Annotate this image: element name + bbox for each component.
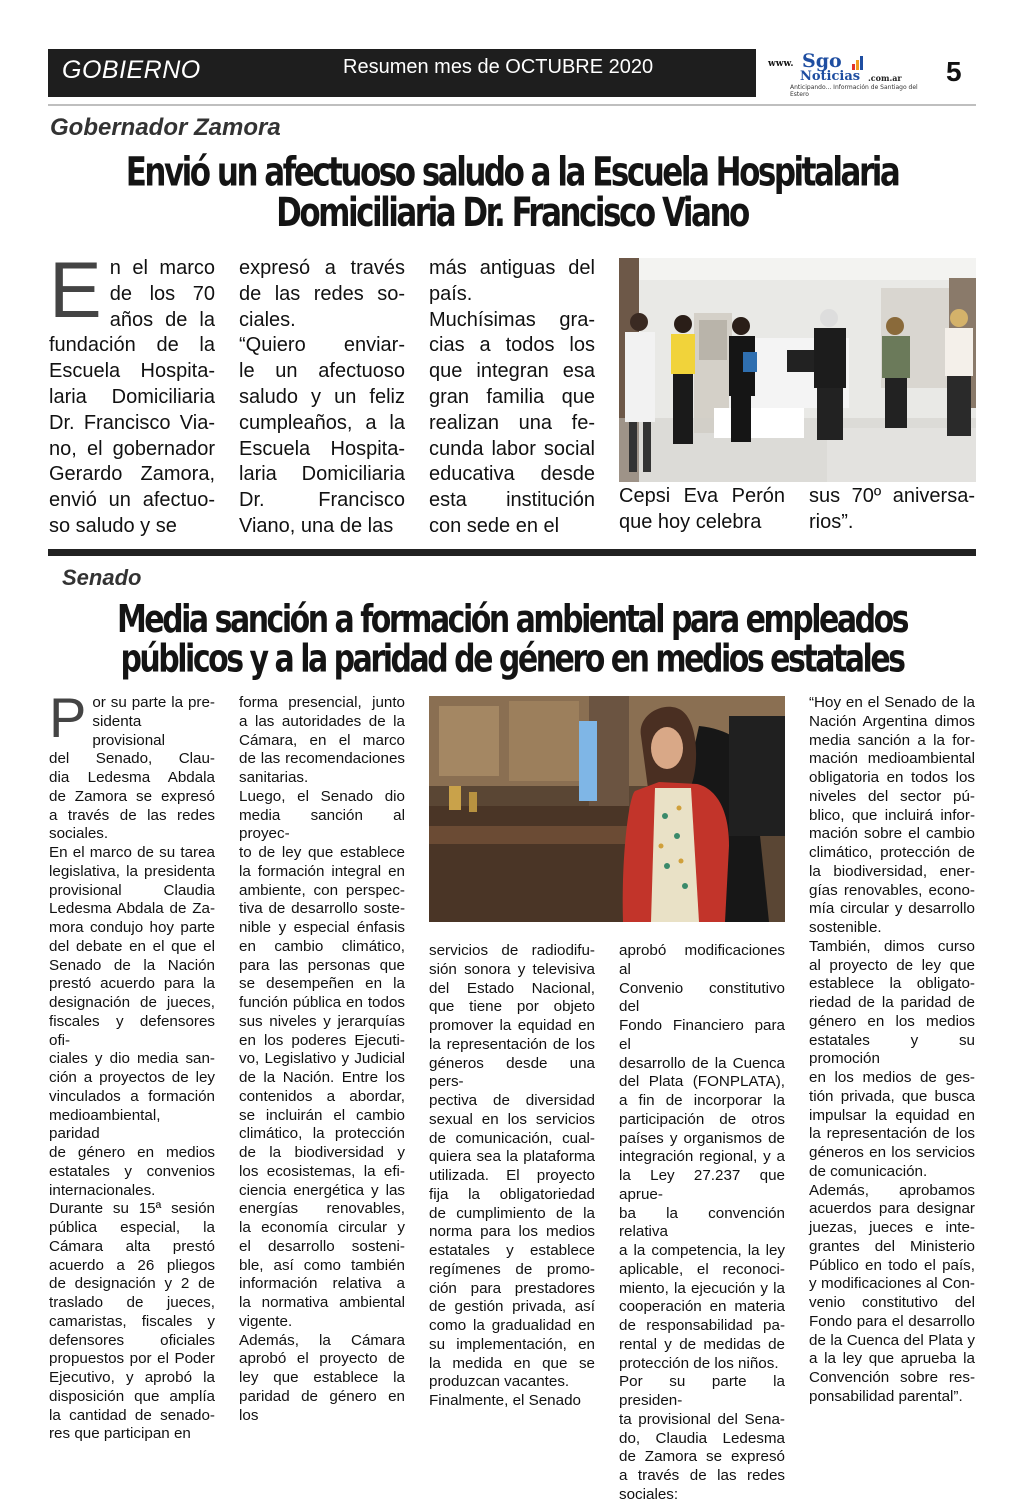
text-line: Por su parte la presiden- bbox=[619, 1373, 785, 1409]
text-line: Fondo Financiero para el bbox=[619, 1017, 785, 1053]
text-line: fundación de la bbox=[49, 334, 215, 357]
text-line: del debate en el que el bbox=[49, 937, 215, 955]
article2-column-2 bbox=[239, 694, 405, 1425]
text-line: protección de los niños. bbox=[619, 1354, 779, 1372]
text-line: de la Nación. Entre los bbox=[239, 1069, 405, 1086]
text-line: ble, así como también bbox=[239, 1256, 405, 1274]
text-line: la medida en que se bbox=[429, 1354, 595, 1372]
text-line: utilizada. El proyecto bbox=[429, 1167, 595, 1184]
text-line: Escuela Hospita- bbox=[239, 437, 405, 460]
text-line: quiera sea la plataforma bbox=[429, 1148, 595, 1166]
text-line: acuerdos para designar bbox=[809, 1200, 975, 1218]
text-line: ley que establece la bbox=[239, 1369, 405, 1386]
text-line: desarrollo de la Cuenca bbox=[619, 1054, 785, 1072]
text-line: legislativa, la presidenta bbox=[49, 862, 215, 880]
text-line: “Quiero enviar- bbox=[239, 334, 405, 357]
text-line: la normativa ambiental bbox=[239, 1294, 405, 1311]
governor-office-photo bbox=[619, 258, 976, 482]
text-line: de la biodiversidad y bbox=[239, 1144, 405, 1161]
text-line: de designación y 2 de bbox=[49, 1275, 215, 1293]
text-line: más antiguas del bbox=[429, 257, 595, 279]
text-line: del Senado, Clau- bbox=[49, 750, 215, 768]
text-line: sanitarias. bbox=[239, 769, 309, 786]
text-line: y modificaciones al Con- bbox=[809, 1275, 975, 1293]
text-line: fiscales y defensores ofi- bbox=[49, 1012, 215, 1049]
text-line: Ejecutivo, y aprobó la bbox=[49, 1369, 215, 1386]
text-line: fija la obligatoriedad bbox=[429, 1185, 595, 1203]
text-line: internacionales. bbox=[49, 1181, 156, 1199]
text-line: designación de jueces, bbox=[49, 994, 215, 1011]
text-line: vinculados a formación bbox=[49, 1087, 215, 1105]
text-line: rental y de medidas de bbox=[619, 1335, 785, 1353]
text-line: que tiene por objeto bbox=[429, 998, 595, 1016]
text-line: géneros en los servicios bbox=[809, 1144, 975, 1161]
text-line: de comunicación. bbox=[809, 1162, 928, 1180]
text-line: realizan una fe- bbox=[429, 411, 595, 434]
text-line: ciales. bbox=[239, 308, 296, 331]
text-line: integración regional, y a bbox=[619, 1148, 785, 1166]
text-line: En el marco de su tarea bbox=[49, 844, 215, 861]
text-line: estatales y su promoción bbox=[809, 1031, 975, 1068]
text-line: a las autoridades de la bbox=[239, 712, 405, 730]
text-line: niveles del sector pú- bbox=[809, 787, 975, 805]
logo-signal-icon bbox=[852, 52, 866, 68]
text-line: media sanción a la for- bbox=[809, 731, 975, 749]
text-line: la representación de los bbox=[809, 1125, 975, 1143]
text-line: mación medioambiental bbox=[809, 750, 975, 768]
text-line: información relativa a bbox=[239, 1275, 405, 1293]
text-line: Senado de la Nación bbox=[49, 956, 215, 974]
text-line: la biodiversidad, ener- bbox=[809, 862, 975, 880]
text-line: mía circular y desarrollo bbox=[809, 900, 975, 918]
text-line: de cumplimiento de la bbox=[429, 1204, 595, 1222]
text-line: Viano, una de las bbox=[239, 514, 394, 537]
text-line: a través de las redes bbox=[619, 1467, 785, 1484]
article1-headline-line2: Domiciliaria Dr. Francisco Viano bbox=[276, 190, 748, 237]
text-line: Finalmente, el Senado bbox=[429, 1392, 581, 1409]
text-line: disposición que amplía bbox=[49, 1387, 215, 1405]
text-line: ción a proyectos de ley bbox=[49, 1069, 215, 1086]
text-line: la Ley 27.237 que aprue- bbox=[619, 1167, 785, 1203]
text-line: del Estado Nacional, bbox=[429, 979, 595, 997]
text-line: en los poderes Ejecuti- bbox=[239, 1031, 405, 1049]
senate-president-photo bbox=[429, 696, 785, 922]
text-line: to de ley que establece bbox=[239, 844, 405, 861]
text-line: de responsabilidad pa- bbox=[619, 1317, 785, 1334]
text-line: blico, que incluirá infor- bbox=[809, 806, 975, 824]
text-line: a la competencia, la ley bbox=[619, 1242, 785, 1259]
text-line: nible y especial énfasis bbox=[239, 919, 405, 936]
text-line: de Zamora se expresó bbox=[619, 1448, 785, 1466]
text-line: Dr. Francisco bbox=[239, 489, 405, 512]
text-line: mación sobre el cambio bbox=[809, 825, 975, 843]
text-line: envió un afectuo- bbox=[49, 489, 215, 512]
text-line: regímenes de promo- bbox=[429, 1260, 595, 1278]
text-line: forma presencial, junto bbox=[239, 694, 405, 711]
text-line: media sanción al proyec- bbox=[239, 806, 405, 843]
article2-headline-line2: públicos y a la paridad de género en medios estatales bbox=[120, 637, 904, 682]
text-line: laria Domiciliaria bbox=[239, 463, 405, 486]
article-divider bbox=[48, 549, 976, 556]
text-line: sexual en los servicios bbox=[429, 1110, 595, 1128]
text-line: obligatoria en todos los bbox=[809, 769, 975, 786]
logo-noticias: Noticias bbox=[800, 69, 861, 84]
text-line: medioambiental, paridad bbox=[49, 1106, 161, 1143]
text-line: res que participan en bbox=[49, 1425, 191, 1443]
text-line: Convención sobre res- bbox=[809, 1369, 975, 1386]
text-line: sostenible. bbox=[809, 919, 882, 936]
text-line: de gestión privada, así bbox=[429, 1298, 595, 1316]
text-line: so saludo y se bbox=[49, 514, 177, 537]
article1-column-5 bbox=[809, 484, 975, 536]
article2-col1-text bbox=[49, 686, 215, 1444]
article2-column-5 bbox=[809, 694, 975, 1407]
text-line: a través de las redes bbox=[49, 806, 215, 824]
text-line: miento, la ejecución y la bbox=[619, 1279, 785, 1297]
text-line: participación de otros bbox=[619, 1110, 785, 1128]
article2-headline-line1: Media sanción a formación ambiental para empleados bbox=[116, 597, 908, 643]
text-line: de las redes so- bbox=[239, 282, 405, 305]
text-line: tiva de desarrollo soste- bbox=[239, 900, 405, 918]
text-line: pública especial, la bbox=[49, 1219, 215, 1236]
text-line: de los 70 bbox=[109, 282, 215, 305]
text-line: laria Domiciliaria bbox=[49, 385, 215, 408]
text-line: ciales y dio media san- bbox=[49, 1050, 215, 1068]
text-line: con sede en el bbox=[429, 514, 560, 537]
text-line: Nación Argentina dimos bbox=[809, 712, 975, 730]
sgo-noticias-logo[interactable] bbox=[768, 50, 936, 98]
text-line: a fin de incorporar la bbox=[619, 1092, 785, 1109]
text-line: or su parte la pre- bbox=[92, 694, 215, 711]
text-line: la formación integral en bbox=[239, 862, 405, 880]
text-line: el desarrollo sosteni- bbox=[239, 1237, 405, 1255]
text-line: país. bbox=[429, 282, 473, 305]
text-line: Durante su 15ª sesión bbox=[49, 1200, 215, 1218]
article1-column-4 bbox=[619, 484, 785, 536]
text-line: géneros desde una pers- bbox=[429, 1054, 595, 1091]
text-line: sociales. bbox=[49, 825, 109, 843]
text-line: sidenta provisional bbox=[92, 712, 165, 749]
article2-dropcap: P bbox=[49, 686, 87, 749]
article2-column-4 bbox=[619, 942, 785, 1505]
article2-headline bbox=[48, 597, 976, 682]
text-line: aplicable, el reconoci- bbox=[619, 1260, 785, 1278]
text-line: de comunicación, cual- bbox=[429, 1129, 595, 1147]
text-line: la cantidad de senado- bbox=[49, 1406, 215, 1424]
text-line: sión sonora y televisiva bbox=[429, 960, 595, 978]
text-line: se incluirán el cambio bbox=[239, 1106, 405, 1124]
text-line: paridad de género en los bbox=[239, 1387, 405, 1424]
text-line: cunda labor social bbox=[429, 437, 595, 460]
logo-sgo: Sgo bbox=[802, 50, 842, 72]
text-line: años de la bbox=[109, 308, 215, 331]
text-line: que hoy celebra bbox=[619, 510, 762, 533]
text-line: camaristas, fiscales y bbox=[49, 1312, 215, 1330]
article1-kicker: Gobernador Zamora bbox=[50, 114, 281, 141]
text-line: energías renovables, bbox=[239, 1200, 405, 1218]
text-line: venio constitutivo del bbox=[809, 1294, 975, 1311]
text-line: juezas, jueces e inte- bbox=[809, 1219, 975, 1236]
text-line: ta provisional del Sena- bbox=[619, 1410, 785, 1428]
text-line: sus niveles y jerarquías bbox=[239, 1012, 405, 1030]
text-line: mora condujo hoy parte bbox=[49, 919, 215, 936]
text-line: ción para prestadores bbox=[429, 1279, 595, 1297]
text-line: como la gradualidad en bbox=[429, 1317, 595, 1334]
text-line: “Hoy en el Senado de la bbox=[809, 694, 975, 711]
text-line: climático, protección de bbox=[809, 844, 975, 861]
text-line: en cambio climático, bbox=[239, 937, 405, 955]
text-line: propuestos por el Poder bbox=[49, 1350, 215, 1368]
text-line: traslado de jueces, bbox=[49, 1294, 215, 1311]
senate-president-photo-drawing bbox=[429, 696, 785, 922]
text-line: educativa desde bbox=[429, 463, 595, 486]
text-line: También, dimos curso bbox=[809, 937, 975, 955]
text-line: en los medios de ges- bbox=[809, 1069, 975, 1086]
text-line: función pública en todos bbox=[239, 994, 405, 1011]
text-line: se desempeñen en la bbox=[239, 975, 405, 993]
text-line: Dr. Francisco Via- bbox=[49, 411, 215, 434]
text-line: norma para los medios bbox=[429, 1223, 595, 1241]
text-line: sus 70º aniversa- bbox=[809, 485, 975, 507]
logo-www: www. bbox=[768, 59, 794, 69]
text-line: Convenio constitutivo del bbox=[619, 979, 785, 1016]
header-divider bbox=[48, 104, 976, 106]
text-line: Cepsi Eva Perón bbox=[619, 485, 785, 507]
text-line: climático, la protección bbox=[239, 1125, 405, 1143]
text-line: expresó a través bbox=[239, 257, 405, 279]
text-line: dia Ledesma Abdala bbox=[49, 769, 215, 786]
text-line: Ledesma Abdala de Za- bbox=[49, 900, 215, 918]
text-line: para las personas que bbox=[239, 956, 405, 974]
text-line: estatales y establece bbox=[429, 1242, 595, 1259]
text-line: do, Claudia Ledesma bbox=[619, 1429, 785, 1447]
text-line: grantes del Ministerio bbox=[809, 1237, 975, 1255]
text-line: pectiva de diversidad bbox=[429, 1092, 595, 1109]
text-line: ambiente, con perspec- bbox=[239, 881, 405, 899]
text-line: ponsabilidad parental”. bbox=[809, 1387, 963, 1405]
text-line: saludo y un feliz bbox=[239, 385, 405, 408]
article1-headline-line1: Envió un afectuoso saludo a la Escuela Hospitalaria bbox=[125, 149, 899, 196]
article1-dropcap: E bbox=[49, 245, 102, 334]
text-line: Público en todo el país, bbox=[809, 1256, 975, 1274]
text-line: riedad de la paridad de bbox=[809, 994, 975, 1011]
logo-domain: .com.ar bbox=[868, 73, 902, 83]
text-line: cooperación en materia bbox=[619, 1298, 785, 1316]
text-line: cias a todos los bbox=[429, 334, 595, 357]
text-line: de las recomendaciones bbox=[239, 750, 405, 768]
text-line: establece la obligato- bbox=[809, 975, 975, 993]
article2-column-1 bbox=[49, 686, 215, 1444]
text-line: del Plata (FONPLATA), bbox=[619, 1073, 785, 1091]
text-line: tión privada, que busca bbox=[809, 1087, 975, 1105]
text-line: de género en medios bbox=[49, 1144, 215, 1161]
text-line: acuerdo a 26 pliegos bbox=[49, 1256, 215, 1274]
text-line: esta institución bbox=[429, 489, 595, 512]
text-line: impulsar la equidad en bbox=[809, 1106, 975, 1124]
article1-column-3 bbox=[429, 256, 595, 540]
text-line: la economía circular y bbox=[239, 1219, 405, 1236]
text-line: su implementación, en bbox=[429, 1335, 595, 1353]
article2-column-3 bbox=[429, 942, 595, 1411]
text-line: aprobó el proyecto de bbox=[239, 1350, 405, 1368]
text-line: provisional Claudia bbox=[49, 881, 215, 899]
edition-label: Resumen mes de OCTUBRE 2020 bbox=[343, 56, 654, 78]
article1-column-1 bbox=[49, 245, 215, 540]
text-line: prestó acuerdo para la bbox=[49, 975, 215, 993]
text-line: gías renovables, econo- bbox=[809, 881, 975, 899]
text-line: de Zamora se expresó bbox=[49, 787, 215, 805]
text-line: ba la convención relativa bbox=[619, 1204, 785, 1241]
text-line: la representación de los bbox=[429, 1035, 595, 1053]
logo-tagline: Anticipando... Información de Santiago del Estero bbox=[790, 84, 918, 98]
text-line: Luego, el Senado dio bbox=[239, 787, 405, 805]
text-line: cumpleaños, a la bbox=[239, 411, 405, 434]
text-line: produzcan vacantes. bbox=[429, 1373, 570, 1391]
page-number: 5 bbox=[946, 56, 962, 87]
text-line: que integran esa bbox=[429, 360, 595, 383]
text-line: Cámara, en el marco bbox=[239, 731, 405, 749]
article1-headline bbox=[48, 149, 976, 237]
text-line: n el marco bbox=[109, 257, 215, 279]
text-line: Muchísimas gra- bbox=[429, 308, 595, 331]
text-line: gran familia que bbox=[429, 385, 595, 408]
text-line: de la Cuenca del Plata y bbox=[809, 1331, 975, 1349]
text-line: Además, aprobamos bbox=[809, 1181, 975, 1199]
text-line: rios”. bbox=[809, 510, 854, 533]
text-line: Escuela Hospita- bbox=[49, 360, 215, 383]
text-line: países y organismos de bbox=[619, 1129, 785, 1147]
text-line: servicios de radiodifu- bbox=[429, 942, 595, 959]
text-line: contenidos a abordar, bbox=[239, 1087, 405, 1105]
text-line: aprobó modificaciones al bbox=[619, 942, 785, 978]
text-line: a la ley que aprueba la bbox=[809, 1350, 975, 1368]
article1-column-2 bbox=[239, 256, 405, 540]
text-line: vigente. bbox=[239, 1312, 293, 1330]
text-line: Gerardo Zamora, bbox=[49, 463, 215, 486]
text-line: estatales y convenios bbox=[49, 1162, 215, 1180]
text-line: sociales: bbox=[619, 1485, 679, 1503]
text-line: género en los medios bbox=[809, 1012, 975, 1030]
text-line: Además, la Cámara bbox=[239, 1331, 405, 1349]
text-line: Fondo para el desarrollo bbox=[809, 1312, 975, 1330]
text-line: le un afectuoso bbox=[239, 360, 405, 383]
text-line: defensores oficiales bbox=[49, 1331, 215, 1349]
section-name: GOBIERNO bbox=[62, 56, 201, 84]
text-line: ciencia energética y las bbox=[239, 1181, 405, 1199]
governor-office-photo-drawing bbox=[619, 258, 976, 482]
text-line: promover la equidad en bbox=[429, 1017, 595, 1034]
text-line: los ecosistemas, la efi- bbox=[239, 1162, 405, 1180]
text-line: al proyecto de ley que bbox=[809, 956, 975, 974]
text-line: vo, Legislativo y Judicial bbox=[239, 1050, 405, 1068]
text-line: no, el gobernador bbox=[49, 437, 215, 460]
article2-kicker: Senado bbox=[62, 565, 142, 590]
text-line: Cámara alta prestó bbox=[49, 1237, 215, 1255]
